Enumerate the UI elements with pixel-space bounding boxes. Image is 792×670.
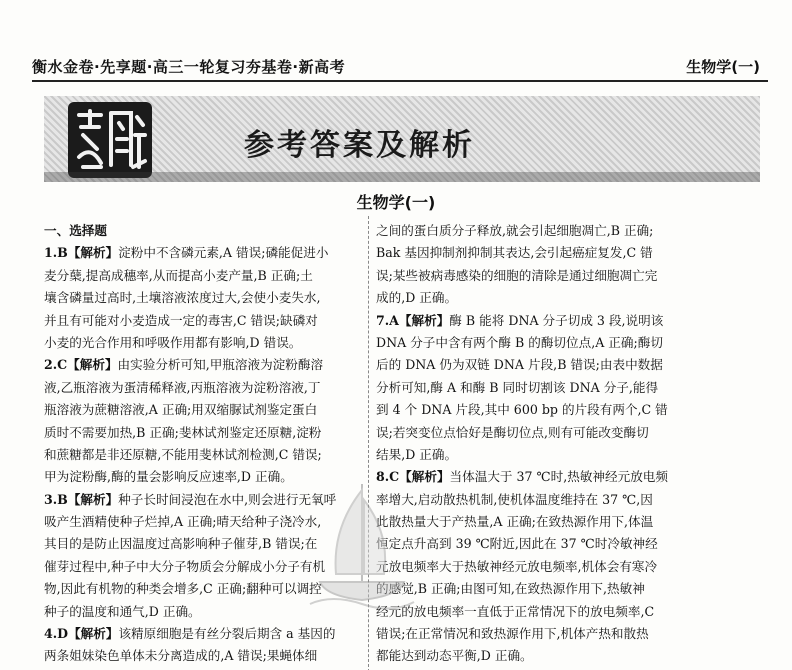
answer-line: Bak 基因抑制剂抑制其表达,会引起癌症复发,C 错 xyxy=(376,245,653,261)
answer-q8 xyxy=(376,466,714,668)
question-number: 8.C xyxy=(376,469,400,485)
answer-q1 xyxy=(44,242,360,354)
series-title: 衡水金卷·先享题·高三一轮复习夯基卷·新高考 xyxy=(32,58,346,76)
answer-q7 xyxy=(376,310,714,467)
seal-glyph-art xyxy=(71,105,149,175)
running-header xyxy=(32,54,768,82)
answer-line: 两条姐妹染色单体未分离造成的,A 错误;果蝇体细 xyxy=(44,648,318,664)
analysis-tag: 【解析】 xyxy=(67,245,119,261)
answer-line: 和蔗糖都是非还原糖,不能用斐林试剂检测,C 错误; xyxy=(44,446,322,462)
answer-line xyxy=(376,310,714,332)
answer-q6-continued xyxy=(376,220,714,310)
answer-line xyxy=(376,466,714,488)
question-number: 2.C xyxy=(44,357,68,373)
answer-text: 该精原细胞是有丝分裂后期含 a 基因的 xyxy=(118,626,336,642)
answer-line: 吸产生酒精使种子烂掉,A 正确;晴天给种子浇冷水, xyxy=(44,514,322,530)
answer-line xyxy=(44,242,360,264)
banner-title: 参考答案及解析 xyxy=(244,128,475,163)
answer-line: 麦分蘖,提高成穗率,从而提高小麦产量,B 正确;土 xyxy=(44,267,313,283)
question-number: 1.B xyxy=(44,245,68,261)
question-number: 4.D xyxy=(44,626,69,642)
analysis-tag: 【解析】 xyxy=(67,491,119,507)
answer-line: 经元的放电频率一直低于正常情况下的放电频率,C xyxy=(376,603,655,619)
answer-line: 都能达到动态平衡,D 正确。 xyxy=(376,648,533,664)
answer-line: 误;若突变位点恰好是酶切位点,则有可能改变酶切 xyxy=(376,424,649,440)
section-heading: 一、选择题 xyxy=(44,223,107,238)
answer-line: 误;某些被病毒感染的细胞的清除是通过细胞凋亡完 xyxy=(376,267,658,283)
right-column xyxy=(376,220,714,668)
answer-line: 分析可知,酶 A 和酶 B 同时切割该 DNA 分子,能得 xyxy=(376,379,659,395)
answer-line: 之间的蛋白质分子释放,就会引起细胞凋亡,B 正确; xyxy=(376,223,654,238)
calligraphy-seal-logo xyxy=(68,102,152,178)
answer-line: 瓶溶液为蔗糖溶液,A 正确;用双缩脲试剂鉴定蛋白 xyxy=(44,402,318,418)
answer-text: 淀粉中不含磷元素,A 错误;磷能促进小 xyxy=(118,245,329,261)
answer-line: 催芽过程中,种子中大分子物质会分解成小分子有机 xyxy=(44,558,326,574)
answer-line: 小麦的光合作用和呼吸作用都有影响,D 错误。 xyxy=(44,334,302,350)
answer-line xyxy=(44,623,360,645)
answer-line: DNA 分子中含有两个酶 B 的酶切位点,A 正确;酶切 xyxy=(376,334,663,350)
answer-line: 恒定点升高到 39 ℃附近,因此在 37 ℃时冷敏神经 xyxy=(376,536,658,552)
analysis-tag: 【解析】 xyxy=(399,469,450,485)
analysis-tag: 【解析】 xyxy=(68,626,119,642)
answer-q4 xyxy=(44,623,360,668)
answer-line xyxy=(44,354,360,376)
answer-line: 种子的温度和通气,D 正确。 xyxy=(44,603,201,619)
answer-line: 质时不需要加热,B 正确;斐林试剂鉴定还原糖,淀粉 xyxy=(44,424,322,440)
answer-text: 酶 B 能将 DNA 分子切成 3 段,说明该 xyxy=(449,312,664,328)
answer-line: 液,乙瓶溶液为蛋清稀释液,丙瓶溶液为淀粉溶液,丁 xyxy=(44,379,321,395)
page-subtitle: 生物学(一) xyxy=(356,193,436,212)
answer-line: 率增大,启动散热机制,使机体温度维持在 37 ℃,因 xyxy=(376,491,653,507)
analysis-tag: 【解析】 xyxy=(67,357,118,373)
answer-line: 此散热量大于产热量,A 正确;在致热源作用下,体温 xyxy=(376,514,654,530)
answer-q2 xyxy=(44,354,360,488)
answer-line: 物,因此有机物的种类会增多,C 正确;翻种可以调控 xyxy=(44,581,322,597)
answer-text: 种子长时间浸泡在水中,则会进行无氧呼 xyxy=(118,491,337,507)
answer-line: 后的 DNA 仍为双链 DNA 片段,B 错误;由表中数据 xyxy=(376,357,663,373)
answer-line: 其目的是防止因温度过高影响种子催芽,B 错误;在 xyxy=(44,536,318,552)
answer-line: 结果,D 正确。 xyxy=(376,446,458,462)
answer-text: 当体温大于 37 ℃时,热敏神经元放电频 xyxy=(449,469,668,485)
banner-shadow xyxy=(44,172,760,182)
subject-label: 生物学(一) xyxy=(686,58,760,76)
answer-line: 成的,D 正确。 xyxy=(376,290,458,306)
answer-line: 壤含磷量过高时,土壤溶液浓度过大,会使小麦失水, xyxy=(44,290,321,306)
answer-line: 到 4 个 DNA 片段,其中 600 bp 的片段有两个,C 错 xyxy=(376,402,668,418)
sailboat-watermark xyxy=(302,478,422,610)
analysis-tag: 【解析】 xyxy=(398,312,450,328)
question-number: 7.A xyxy=(376,312,399,328)
answer-line: 错误;在正常情况和致热源作用下,机体产热和散热 xyxy=(376,626,649,642)
answer-text: 由实验分析可知,甲瓶溶液为淀粉酶溶 xyxy=(117,357,324,373)
question-number: 3.B xyxy=(44,491,68,507)
answer-line: 元放电频率大于热敏神经元放电频率,机体会有寒冷 xyxy=(376,558,658,574)
answer-line: 甲为淀粉酶,酶的量会影响反应速率,D 正确。 xyxy=(44,469,293,485)
answer-line: 的感觉,B 正确;由图可知,在致热源作用下,热敏神 xyxy=(376,581,645,597)
answer-line: 并且有可能对小麦造成一定的毒害,C 错误;缺磷对 xyxy=(44,312,318,328)
title-banner xyxy=(44,96,760,182)
